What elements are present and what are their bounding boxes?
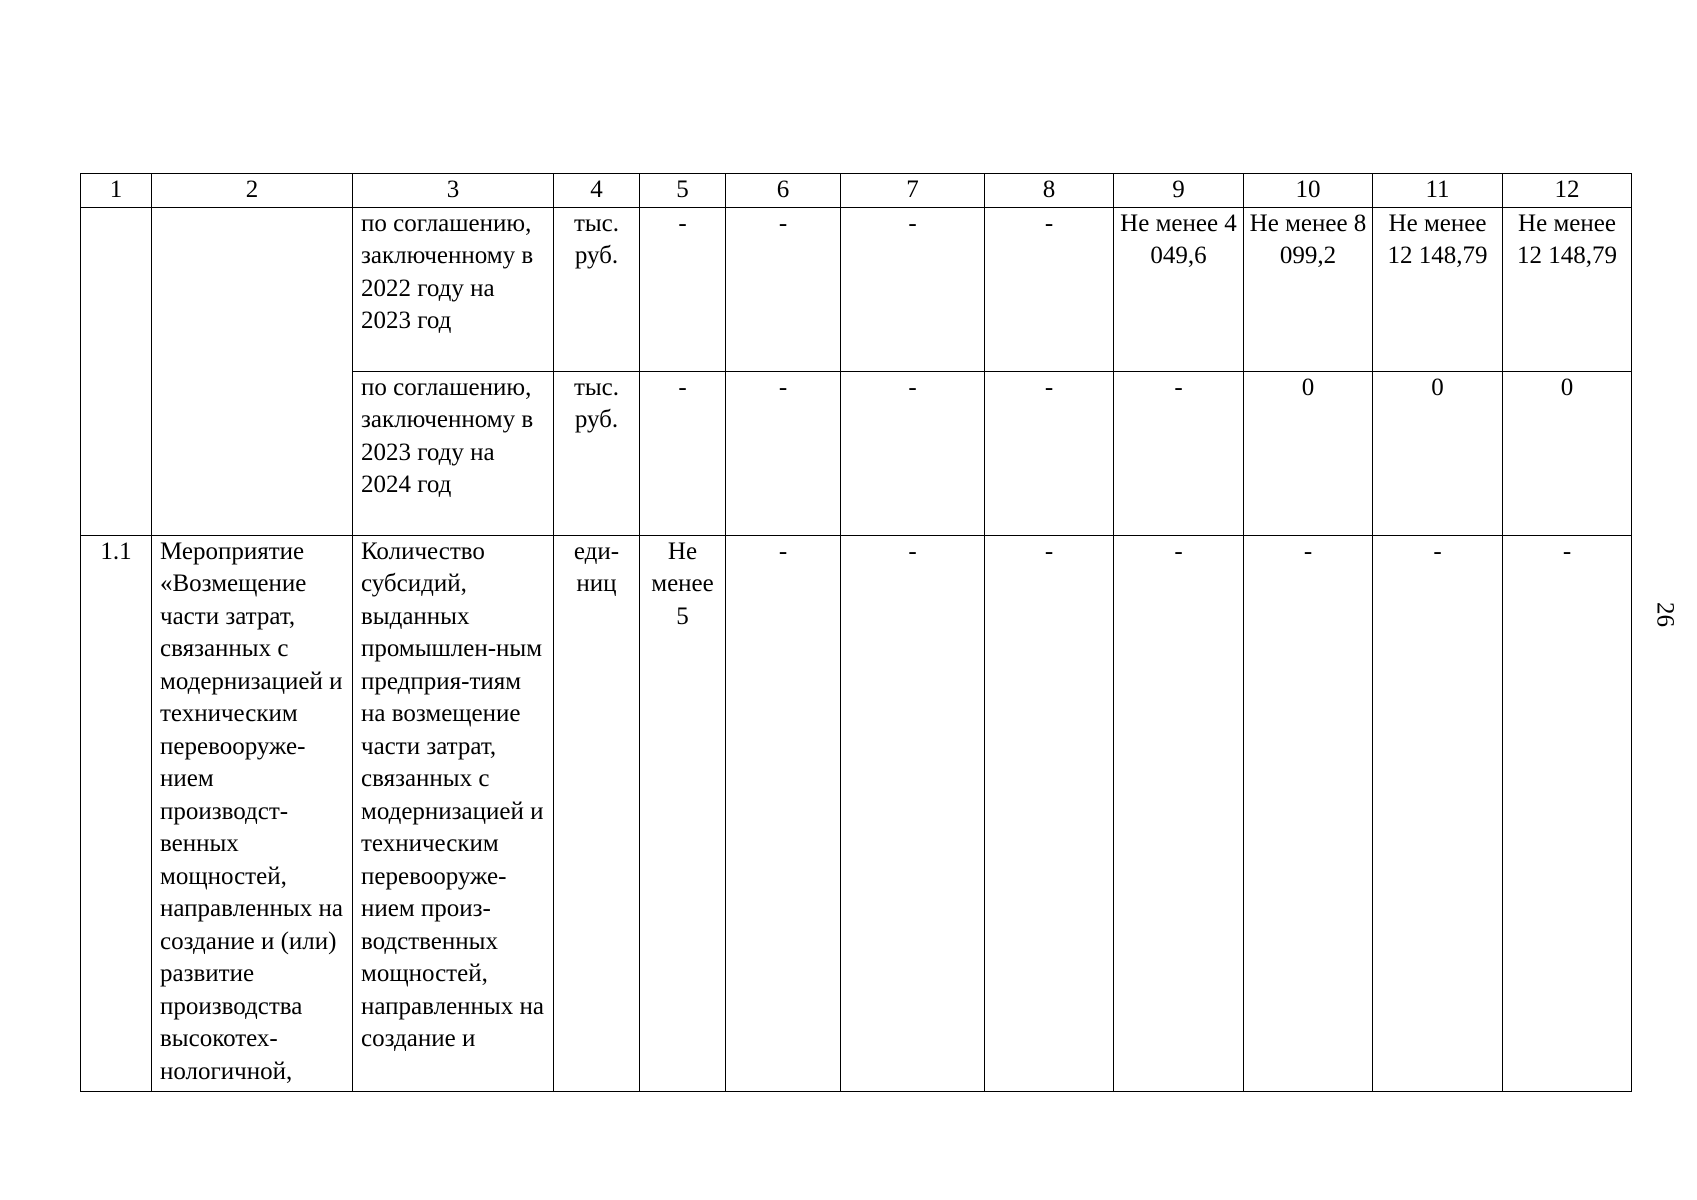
value-cell-10: Не менее 8 099,2 (1244, 207, 1373, 371)
indicator-cell: Количество субсидий, выданных промышлен-ным предприя-тиям на возмещение части затрат, связанных с модернизацией и техническим перевооруже-нием произ-водственных мощностей, направленных на создание и (353, 535, 554, 1091)
header-cell-12: 12 (1503, 174, 1632, 208)
header-cell-7: 7 (841, 174, 985, 208)
value-cell-9: - (1114, 535, 1244, 1091)
value-cell-8: - (985, 207, 1114, 371)
header-cell-6: 6 (726, 174, 841, 208)
header-cell-1: 1 (81, 174, 152, 208)
header-cell-8: 8 (985, 174, 1114, 208)
value-cell-6: - (726, 207, 841, 371)
unit-cell: еди-ниц (554, 535, 640, 1091)
value-cell-10: 0 (1244, 371, 1373, 535)
value-cell-10: - (1244, 535, 1373, 1091)
header-cell-3: 3 (353, 174, 554, 208)
indicator-cell: по соглашению, заключенному в 2023 году на 2024 год (353, 371, 554, 535)
unit-cell: тыс. руб. (554, 207, 640, 371)
empty-number-cell (81, 207, 152, 535)
indicator-cell: по соглашению, заключенному в 2022 году на 2023 год (353, 207, 554, 371)
value-cell-6: - (726, 535, 841, 1091)
page-number: 26 (1651, 602, 1679, 627)
measure-name-cell: Мероприятие «Возмещение части затрат, связанных с модернизацией и техническим перевооруже-нием производст-венных мощностей, направленных на создание и (или) развитие производства высокотех-нологичной, (152, 535, 353, 1091)
value-cell-11: 0 (1373, 371, 1503, 535)
value-cell-7: - (841, 535, 985, 1091)
header-row (81, 174, 1632, 208)
value-cell-11: Не менее 12 148,79 (1373, 207, 1503, 371)
header-cell-9: 9 (1114, 174, 1244, 208)
value-cell-5: - (640, 207, 726, 371)
row-number-cell: 1.1 (81, 535, 152, 1091)
value-cell-7: - (841, 207, 985, 371)
value-cell-9: Не менее 4 049,6 (1114, 207, 1244, 371)
header-cell-11: 11 (1373, 174, 1503, 208)
value-cell-8: - (985, 535, 1114, 1091)
table-row-measure-1-1 (81, 535, 1632, 1091)
value-cell-12: - (1503, 535, 1632, 1091)
header-cell-2: 2 (152, 174, 353, 208)
header-cell-5: 5 (640, 174, 726, 208)
value-cell-8: - (985, 371, 1114, 535)
value-cell-11: - (1373, 535, 1503, 1091)
header-cell-10: 10 (1244, 174, 1373, 208)
value-cell-5: - (640, 371, 726, 535)
table-row-agreement-2022 (81, 207, 1632, 371)
header-cell-4: 4 (554, 174, 640, 208)
empty-name-cell (152, 207, 353, 535)
value-cell-12: 0 (1503, 371, 1632, 535)
value-cell-7: - (841, 371, 985, 535)
value-cell-5: Не менее 5 (640, 535, 726, 1091)
unit-cell: тыс. руб. (554, 371, 640, 535)
value-cell-12: Не менее 12 148,79 (1503, 207, 1632, 371)
value-cell-9: - (1114, 371, 1244, 535)
indicators-table (80, 173, 1632, 1092)
value-cell-6: - (726, 371, 841, 535)
